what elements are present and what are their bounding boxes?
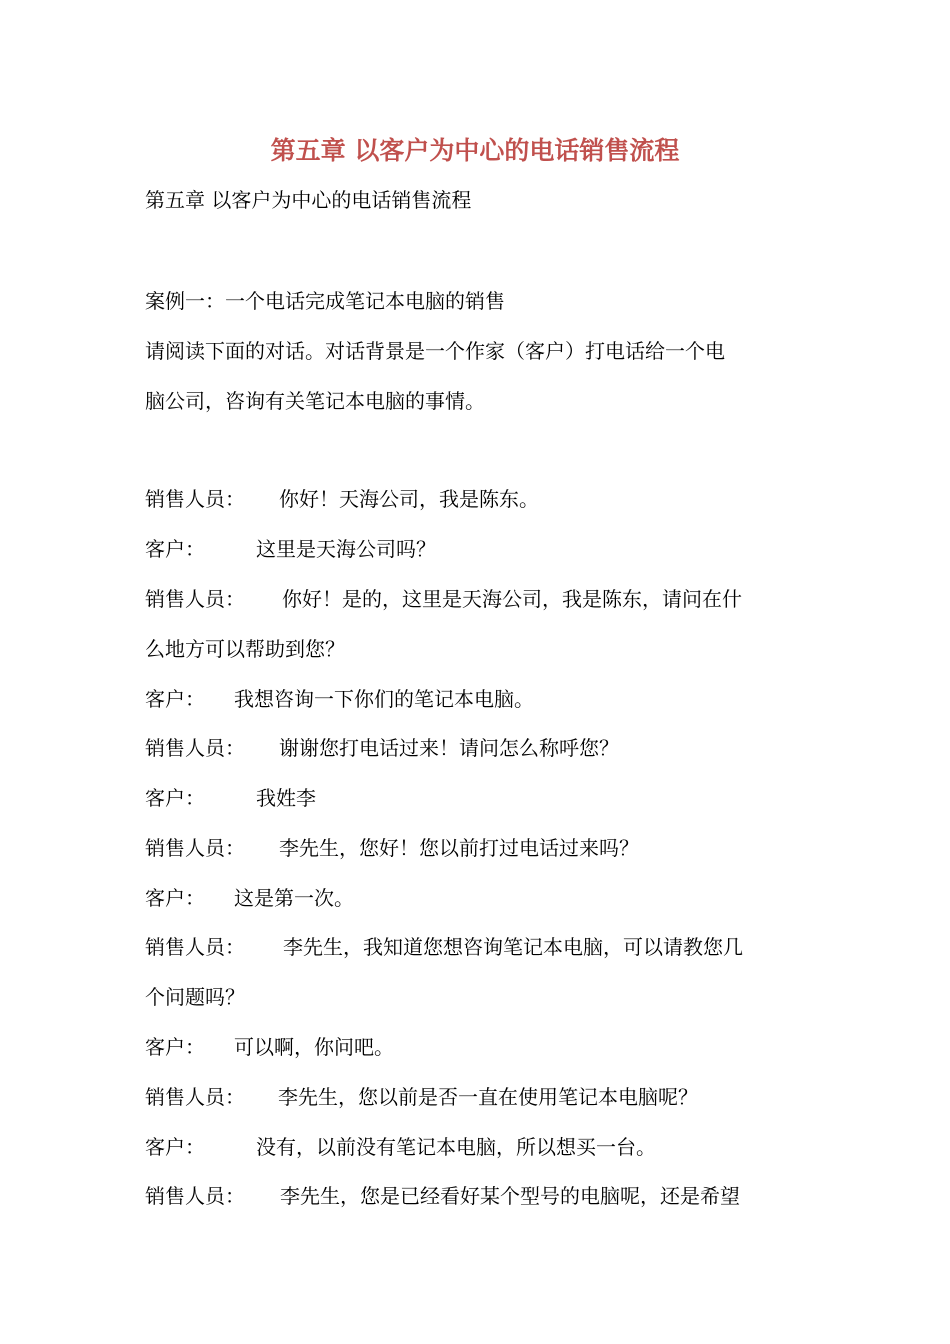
dialogue-text: 你好！是的，这里是天海公司，我是陈东，请问在什 [282,587,742,611]
dialogue-text: 可以啊，你问吧。 [234,1035,394,1059]
chapter-subtitle: 第五章 以客户为中心的电话销售流程 [145,188,472,212]
speaker-label: 销售人员： [145,836,245,860]
speaker-label: 销售人员： [145,935,245,959]
dialogue-text: 我姓李 [256,786,316,810]
dialogue-text: 我想咨询一下你们的笔记本电脑。 [234,687,534,711]
dialogue-line [145,1132,810,1162]
speaker-label: 客户： [145,1035,205,1059]
dialogue-text: 没有，以前没有笔记本电脑，所以想买一台。 [256,1135,656,1159]
dialogue-text: 这是第一次。 [234,886,354,910]
speaker-label: 客户： [145,687,205,711]
dialogue-text: 李先生，您是已经看好某个型号的电脑呢，还是希望 [280,1184,740,1208]
dialogue-text: 李先生，我知道您想咨询笔记本电脑，可以请教您几 [283,935,743,959]
speaker-label: 销售人员： [145,587,245,611]
dialogue-line [145,932,810,962]
dialogue-line [145,584,810,614]
dialogue-text: 你好！天海公司，我是陈东。 [279,487,539,511]
dialogue-line [145,1032,810,1062]
dialogue-continuation: 个问题吗？ [145,985,245,1009]
dialogue-line [145,883,810,913]
speaker-label: 客户： [145,786,205,810]
speaker-label: 客户： [145,537,205,561]
dialogue-line [145,783,810,813]
speaker-label: 销售人员： [145,736,245,760]
dialogue-line [145,1181,810,1211]
intro-line: 请阅读下面的对话。对话背景是一个作家（客户）打电话给一个电 [145,339,725,363]
dialogue-line [145,534,810,564]
speaker-label: 销售人员： [145,1184,245,1208]
intro-line: 脑公司，咨询有关笔记本电脑的事情。 [145,389,485,413]
document-title: 第五章 以客户为中心的电话销售流程 [270,136,680,165]
speaker-label: 销售人员： [145,487,245,511]
speaker-label: 客户： [145,1135,205,1159]
speaker-label: 客户： [145,886,205,910]
dialogue-line [145,684,810,714]
dialogue-line [145,1082,810,1112]
dialogue-text: 李先生，您以前是否一直在使用笔记本电脑呢？ [278,1085,698,1109]
dialogue-line [145,733,810,763]
dialogue-text: 谢谢您打电话过来！请问怎么称呼您？ [279,736,619,760]
dialogue-continuation: 么地方可以帮助到您？ [145,637,345,661]
dialogue-text: 这里是天海公司吗？ [256,537,436,561]
case-title: 案例一：一个电话完成笔记本电脑的销售 [145,289,505,313]
dialogue-line [145,833,810,863]
dialogue-line [145,484,810,514]
dialogue-text: 李先生，您好！您以前打过电话过来吗？ [279,836,639,860]
speaker-label: 销售人员： [145,1085,245,1109]
